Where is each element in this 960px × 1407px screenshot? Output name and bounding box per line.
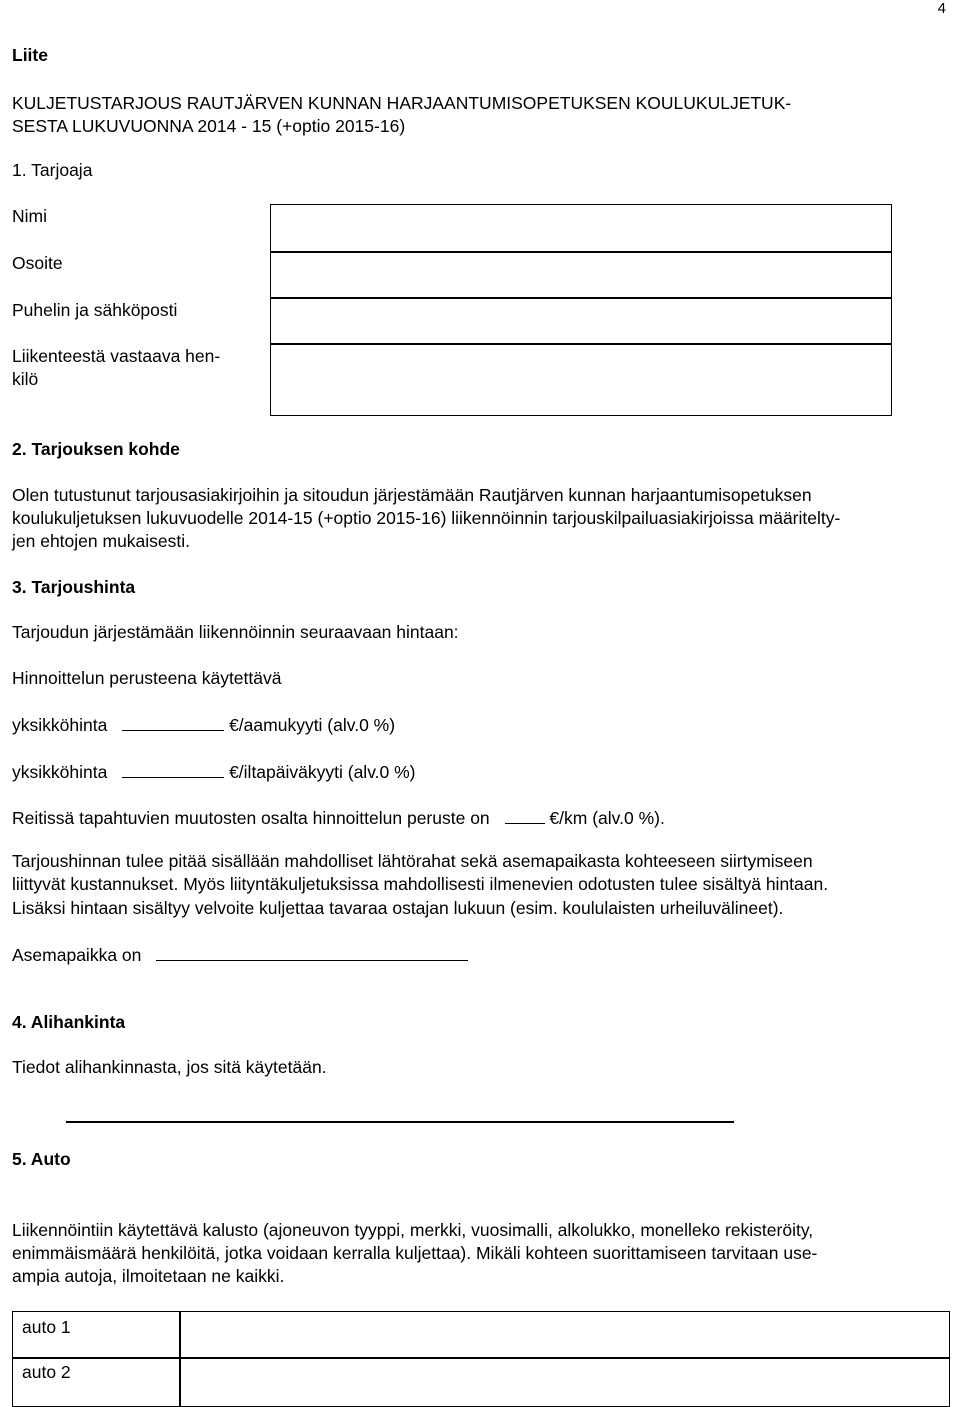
unit-price-label: yksikköhinta: [12, 762, 108, 782]
attachment-label: Liite: [12, 45, 48, 65]
section-2-text-line-1: Olen tutustunut tarjousasiakirjoihin ja sitoudun järjestämään Rautjärven kunnan harjaantumisopetuksen: [12, 485, 812, 505]
section-5-heading: 5. Auto: [12, 1149, 71, 1169]
contact-person-label-line-1: Liikenteestä vastaava hen-: [12, 346, 221, 366]
document-title-line-1: KULJETUSTARJOUS RAUTJÄRVEN KUNNAN HARJAANTUMISOPETUKSEN KOULUKULJETUK-: [12, 93, 792, 113]
address-label: Osoite: [12, 253, 63, 273]
morning-price-row: [12, 713, 395, 736]
section-5-text-line-1: Liikennöintiin käytettävä kalusto (ajoneuvon tyyppi, merkki, vuosimalli, alkolukko, monelleko rekisteröity,: [12, 1220, 814, 1240]
section-5-text-line-3: ampia autoja, ilmoitetaan ne kaikki.: [12, 1266, 285, 1286]
section-4-heading: 4. Alihankinta: [12, 1012, 126, 1032]
morning-price-field[interactable]: [122, 713, 224, 731]
station-label: Asemapaikka on: [12, 945, 142, 965]
price-intro: Tarjoudun järjestämään liikennöinnin seuraavaan hintaan:: [12, 622, 459, 642]
route-change-prefix: Reitissä tapahtuvien muutosten osalta hinnoittelun peruste on: [12, 808, 490, 828]
price-note-line-1: Tarjoushinnan tulee pitää sisällään mahdolliset lähtörahat sekä asemapaikasta kohteeseen siirtymiseen: [12, 851, 813, 871]
unit-price-label: yksikköhinta: [12, 715, 108, 735]
afternoon-price-row: [12, 760, 416, 783]
subcontracting-text: Tiedot alihankinnasta, jos sitä käytetään.: [12, 1057, 327, 1077]
row-divider: [270, 297, 892, 299]
afternoon-price-field[interactable]: [122, 760, 224, 778]
bidder-info-input-area[interactable]: [270, 204, 892, 416]
phone-email-label: Puhelin ja sähköposti: [12, 300, 178, 320]
station-row: [12, 943, 468, 966]
row-divider: [270, 251, 892, 253]
page-number: 4: [937, 0, 946, 17]
row-divider: [270, 343, 892, 345]
price-basis: Hinnoittelun perusteena käytettävä: [12, 668, 282, 688]
afternoon-price-suffix: €/iltapäiväkyyti (alv.0 %): [229, 762, 416, 782]
subcontracting-field[interactable]: [66, 1121, 734, 1123]
price-note-line-2: liittyvät kustannukset. Myös liityntäkuljetuksissa mahdollisesti ilmenevien odotusten tulee sisältyä hintaan.: [12, 874, 829, 894]
section-2-heading: 2. Tarjouksen kohde: [12, 439, 180, 459]
route-change-row: [12, 806, 665, 829]
contact-person-label-line-2: kilö: [12, 369, 39, 389]
morning-price-suffix: €/aamukyyti (alv.0 %): [229, 715, 396, 735]
car-1-label: auto 1: [22, 1317, 71, 1337]
section-2-text-line-2: koulukuljetuksen lukuvuodelle 2014-15 (+optio 2015-16) liikennöinnin tarjouskilpailuasiakirjoissa määritelty-: [12, 508, 841, 528]
car-1-details-field[interactable]: [182, 1313, 948, 1356]
car-2-details-field[interactable]: [182, 1359, 948, 1405]
section-3-heading: 3. Tarjoushinta: [12, 577, 136, 597]
car-2-label: auto 2: [22, 1362, 71, 1382]
name-label: Nimi: [12, 206, 47, 226]
per-km-price-field[interactable]: [505, 806, 545, 824]
price-note-line-3: Lisäksi hintaan sisältyy velvoite kuljettaa tavaraa ostajan lukuun (esim. koululaisten urheiluvälineet).: [12, 898, 784, 918]
section-5-text-line-2: enimmäismäärä henkilöitä, jotka voidaan kerralla kuljettaa). Mikäli kohteen suorittamiseen tarvitaan use-: [12, 1243, 818, 1263]
section-2-text-line-3: jen ehtojen mukaisesti.: [12, 531, 191, 551]
station-field[interactable]: [156, 943, 468, 961]
document-title-line-2: SESTA LUKUVUONNA 2014 - 15 (+optio 2015-16): [12, 116, 406, 136]
section-1-heading: 1. Tarjoaja: [12, 160, 93, 180]
column-divider: [179, 1311, 181, 1407]
route-change-suffix: €/km (alv.0 %).: [549, 808, 665, 828]
